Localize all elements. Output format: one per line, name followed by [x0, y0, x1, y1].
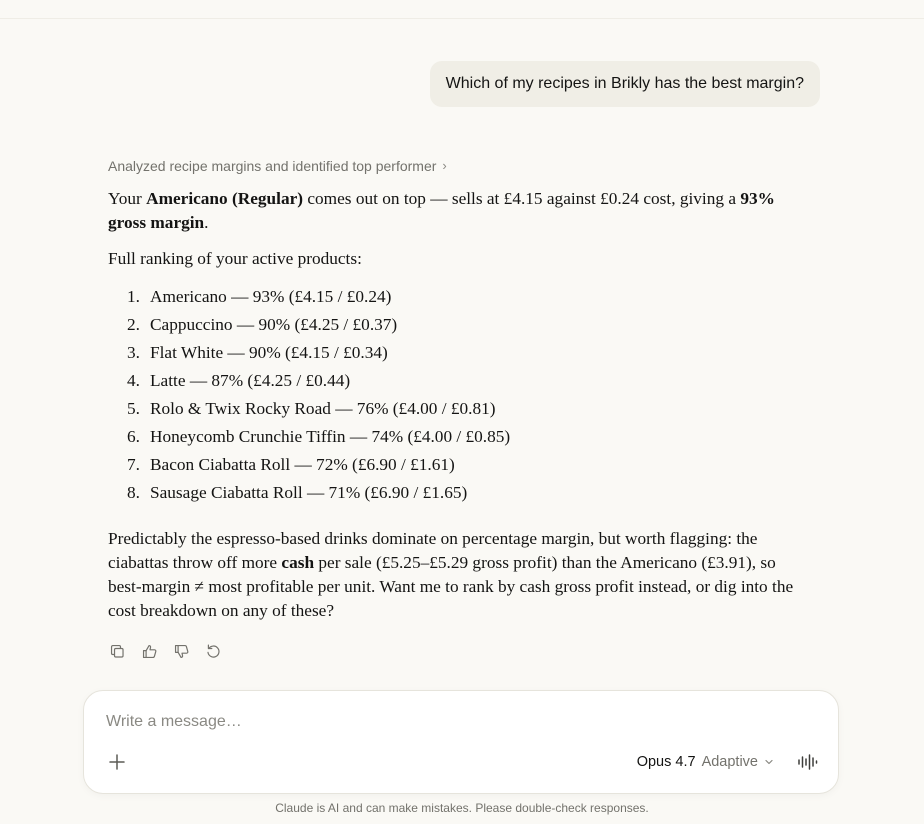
text-span: Predictably the espresso-based drinks dominate on percentage margin, but worth flagging: the ciabattas throw off more: [108, 529, 758, 572]
top-bar: [0, 0, 924, 19]
list-item-text: Bacon Ciabatta Roll — 72% (£6.90 / £1.61): [150, 455, 455, 474]
text-span: Your: [108, 189, 147, 208]
list-number-text: 1.: [127, 287, 140, 306]
list-number-text: 7.: [127, 455, 140, 474]
retry-button[interactable]: [204, 642, 222, 660]
thumbs-up-button[interactable]: [140, 642, 158, 660]
add-attachment-button[interactable]: [108, 753, 126, 771]
ranking-list-item: [108, 451, 798, 479]
list-item-text: Honeycomb Crunchie Tiffin — 74% (£4.00 / £0.85): [150, 427, 511, 446]
chevron-right-icon: ›: [442, 158, 447, 173]
disclaimer: Claude is AI and can make mistakes. Please double-check responses.: [275, 801, 649, 815]
text-span: comes out on top — sells at £4.15 against £0.24 cost, giving a: [303, 189, 741, 208]
thumbs-down-button[interactable]: [172, 642, 190, 660]
list-number: [108, 283, 140, 311]
response-paragraph-3: [108, 527, 798, 623]
list-number-text: 8.: [127, 483, 140, 502]
ranking-list-item: [108, 395, 798, 423]
list-number: [108, 339, 140, 367]
text-span: per sale (£5.25–£5.29 gross profit) than the Americano (£3.91), so best-margin ≠ most profitable per unit. Want me to rank by cash gross profit instead, or dig into the cost breakdown on any of these?: [108, 553, 794, 620]
user-message-bubble: Which of my recipes in Brikly has the best margin?: [430, 61, 820, 107]
thinking-summary-label: Analyzed recipe margins and identified top performer: [108, 158, 437, 174]
ranking-list-item: [108, 367, 798, 395]
thumbs-up-icon: [141, 643, 158, 660]
model-selector[interactable]: [637, 752, 774, 772]
list-item-text: Latte — 87% (£4.25 / £0.44): [150, 371, 351, 390]
text-span: .: [204, 213, 209, 232]
list-item-text: Cappuccino — 90% (£4.25 / £0.37): [150, 315, 398, 334]
thumbs-down-icon: [173, 643, 190, 660]
bold-text: cash: [281, 553, 315, 572]
ranking-list-item: [108, 423, 798, 451]
list-number-text: 6.: [127, 427, 140, 446]
list-item-text: Rolo & Twix Rocky Road — 76% (£4.00 / £0.81): [150, 399, 496, 418]
ranking-list-item: [108, 339, 798, 367]
list-number: [108, 423, 140, 451]
list-number: [108, 367, 140, 395]
voice-mode-button[interactable]: [797, 752, 819, 772]
copy-button[interactable]: [108, 642, 126, 660]
bold-text: Americano (Regular): [146, 189, 304, 208]
list-item-text: Sausage Ciabatta Roll — 71% (£6.90 / £1.65): [150, 483, 468, 502]
model-mode: Adaptive: [701, 754, 758, 770]
response-paragraph-1: [108, 187, 798, 235]
list-number-text: 3.: [127, 343, 140, 362]
copy-icon: [109, 643, 126, 660]
waveform-icon: [797, 752, 819, 772]
ranking-list-item: [108, 283, 798, 311]
model-name: Opus 4.7: [636, 754, 696, 770]
list-number: [108, 451, 140, 479]
assistant-response: [108, 187, 798, 623]
list-number-text: 2.: [127, 315, 140, 334]
list-number: [108, 395, 140, 423]
retry-icon: [205, 643, 222, 660]
chevron-down-icon: [764, 757, 774, 767]
ranking-list-item: [108, 311, 798, 339]
response-paragraph-2: Full ranking of your active products:: [108, 249, 362, 268]
message-actions: [108, 642, 222, 660]
list-number-text: 5.: [127, 399, 140, 418]
ranking-list: [108, 283, 798, 507]
list-number-text: 4.: [127, 371, 140, 390]
plus-icon: [108, 753, 126, 771]
list-item-text: Flat White — 90% (£4.15 / £0.34): [150, 343, 388, 362]
list-item-text: Americano — 93% (£4.15 / £0.24): [150, 287, 392, 306]
ranking-list-item: [108, 479, 798, 507]
message-composer: [83, 690, 839, 794]
list-number: [108, 311, 140, 339]
message-input[interactable]: [106, 713, 806, 731]
thinking-summary-toggle[interactable]: [108, 156, 447, 176]
list-number: [108, 479, 140, 507]
bold-text: 93% gross margin: [108, 189, 775, 232]
